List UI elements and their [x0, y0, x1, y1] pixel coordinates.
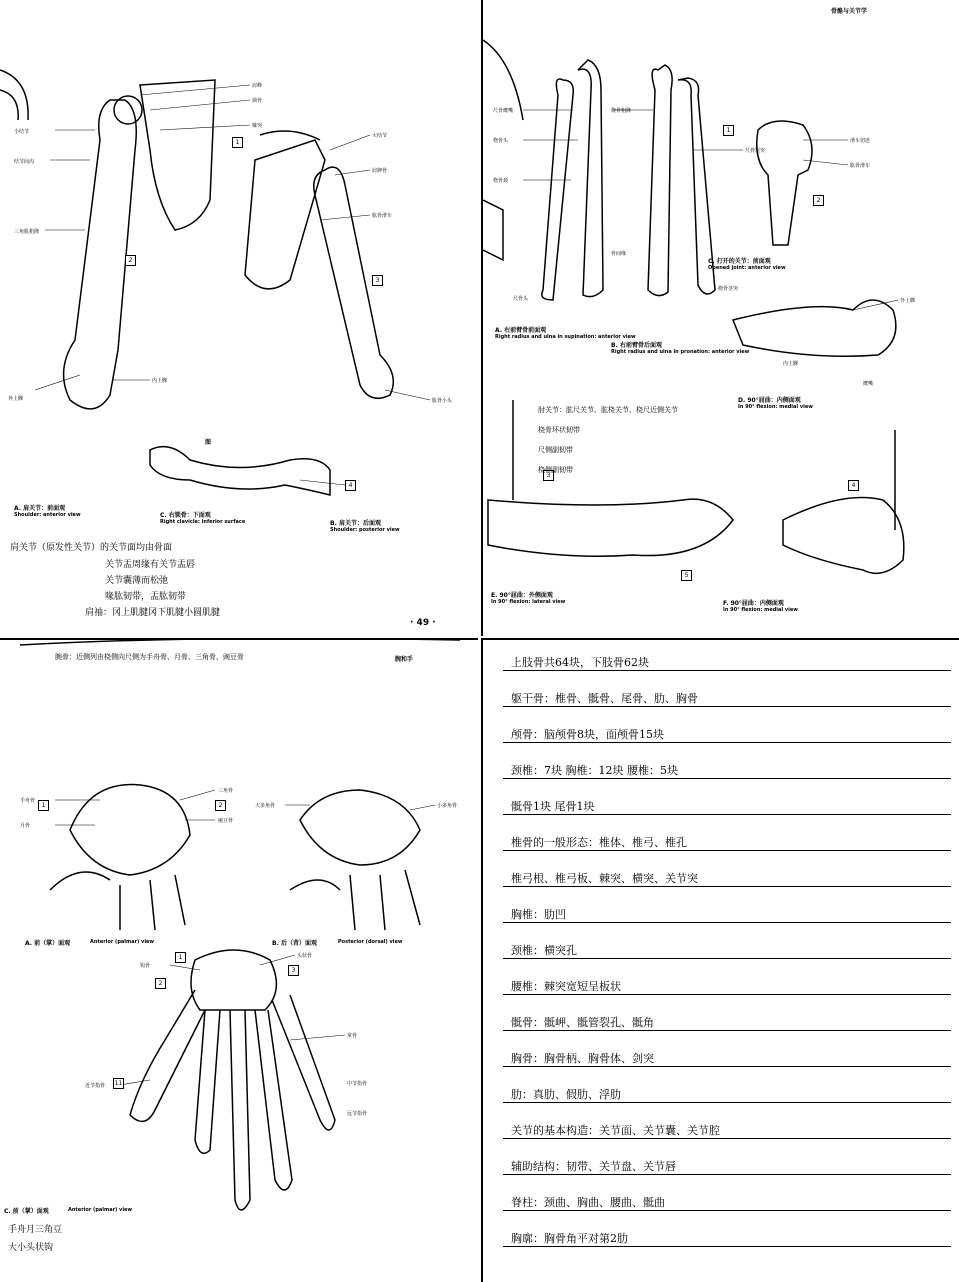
label-box: 2: [813, 195, 824, 206]
ruled-line: [503, 814, 951, 815]
caption-b: B. 后（背）面观: [272, 940, 317, 947]
ruled-line: [503, 778, 951, 779]
label-clavicle: 锁骨: [252, 98, 263, 104]
caption-c: C. 前（掌）面观: [4, 1208, 49, 1215]
label-box: 4: [345, 480, 356, 491]
ruled-line: [503, 958, 951, 959]
label-greater-tubercle: 大结节: [372, 133, 388, 139]
label-ulnar-head: 尺骨头: [513, 296, 529, 302]
handwritten-note: 肩关节（原发性关节）的关节面均由骨面: [10, 543, 173, 553]
handwritten-note: 骶骨：骶岬、骶管裂孔、骶角: [511, 1016, 654, 1029]
clavicle-mark: 图: [205, 439, 212, 446]
label-interosseous: 骨间缘: [611, 251, 627, 257]
caption-a-en: Right radius and ulna in supination: anterior view: [495, 334, 636, 340]
label-box: 2: [155, 978, 166, 989]
label-deltoid-tuberosity: 三角肌粗隆: [14, 229, 40, 235]
caption-c-en: Opened joint: anterior view: [708, 265, 786, 271]
caption-b-en: Right radius and ulna in pronation: anterior view: [611, 349, 750, 355]
label-box: 3: [288, 965, 299, 976]
label-capitulum: 肱骨小头: [432, 398, 453, 404]
handwritten-note: 胸椎：肋凹: [511, 908, 566, 921]
page-header: 腕和手: [395, 656, 414, 663]
label-trochlea: 肱骨滑车: [850, 163, 871, 169]
label-middle-phalanx: 中节指骨: [347, 1081, 368, 1087]
label-lesser-tubercle: 小结节: [14, 129, 30, 135]
label-box: 1: [38, 800, 49, 811]
label-olecranon: 尺骨鹰嘴: [493, 108, 514, 114]
handwritten-note: 肩袖：冈上肌腱冈下肌腱小圆肌腱: [85, 608, 221, 618]
handwritten-note: 肋：真肋、假肋、浮肋: [511, 1088, 621, 1101]
label-radial-neck: 桡骨颈: [493, 178, 509, 184]
ruled-line: [503, 850, 951, 851]
caption-b: B. 右前臂骨后面观: [611, 342, 662, 349]
label-lateral-epicondyle: 外上髁: [900, 298, 916, 304]
handwritten-note: 颈椎：横突孔: [511, 944, 577, 957]
handwritten-note: 颈椎：7块 胸椎：12块 腰椎：5块: [511, 764, 678, 777]
handwritten-note: 胸廓：胸骨角平对第2肋: [511, 1232, 628, 1245]
label-box: 1: [175, 952, 186, 963]
ruled-line: [503, 1030, 951, 1031]
label-coracoid: 喙突: [252, 123, 263, 129]
label-radial-tuberosity: 桡骨粗隆: [611, 108, 632, 114]
ruled-line: [503, 1246, 951, 1247]
label-lunate: 月骨: [20, 823, 31, 829]
hand-illustration: [0, 640, 478, 1282]
label-distal-phalanx: 远节指骨: [347, 1111, 368, 1117]
caption-a: A. 右前臂骨前面观: [495, 327, 547, 334]
label-lateral-epicondyle: 外上髁: [8, 396, 24, 402]
caption-c: C. 右锁骨：下面观: [160, 512, 211, 519]
label-pisiform: 豌豆骨: [218, 818, 234, 824]
ruled-line: [503, 886, 951, 887]
ruled-line: [503, 670, 951, 671]
handwritten-note: 关节盂周缘有关节盂唇: [105, 560, 196, 570]
label-box: 11: [114, 1080, 123, 1087]
caption-a-en: Anterior (palmar) view: [90, 939, 155, 945]
label-olecranon-d: 鹰嘴: [863, 381, 874, 387]
handwritten-note: 胸骨：胸骨柄、胸骨体、剑突: [511, 1052, 654, 1065]
label-medial-epicondyle: 内上髁: [152, 378, 168, 384]
label-hamate: 钩骨: [140, 963, 151, 969]
ruled-line: [503, 742, 951, 743]
label-box: 1: [723, 125, 734, 136]
handwritten-note: 桡骨环状韧带: [538, 426, 580, 434]
shoulder-page: [0, 0, 478, 636]
handwritten-note: 上肢骨共64块，下肢骨62块: [511, 656, 649, 669]
caption-a: A. 前（掌）面观: [25, 940, 71, 947]
label-box: 4: [848, 480, 859, 491]
top-note: 腕骨：近侧列由桡侧向尺侧为手舟骨、月骨、三角骨、豌豆骨: [55, 653, 244, 661]
wrist-hand-page: [0, 638, 478, 1282]
label-box: 3: [543, 470, 554, 481]
handwritten-note: 手舟月三角豆: [8, 1225, 63, 1235]
handwritten-note: 桡侧副韧带: [538, 466, 573, 474]
caption-d-en: In 90° flexion: medial view: [738, 404, 813, 410]
ruled-line: [503, 1210, 951, 1211]
caption-c: C. 打开的关节：前面观: [708, 258, 771, 265]
caption-c-en: Right clavicle: inferior surface: [160, 519, 246, 525]
label-radial-head: 桡骨头: [493, 138, 509, 144]
handwritten-note: 腰椎：棘突宽短呈板状: [511, 980, 621, 993]
caption-b-en: Shoulder: posterior view: [330, 527, 400, 533]
caption-b: B. 肩关节：后面观: [330, 520, 381, 527]
handwritten-note: 辅助结构：韧带、关节盘、关节唇: [511, 1160, 676, 1173]
handwritten-note: 颅骨：脑颅骨8块，面颅骨15块: [511, 728, 664, 741]
ruled-line: [503, 1066, 951, 1067]
label-box: 3: [372, 275, 383, 286]
label-proximal-phalanx: 近节指骨: [85, 1083, 106, 1089]
label-trochlear-notch: 滑车切迹: [850, 138, 871, 144]
ruled-line: [503, 1102, 951, 1103]
label-intertubercular-groove: 结节间沟: [14, 159, 35, 165]
handwritten-note: 关节的基本构造：关节面、关节囊、关节腔: [511, 1124, 720, 1137]
label-styloid: 桡骨茎突: [718, 286, 739, 292]
handwritten-note: 喙肱韧带，盂肱韧带: [105, 592, 187, 602]
ruled-line: [503, 706, 951, 707]
label-triquetrum: 三角骨: [218, 788, 234, 794]
handwritten-note: 躯干骨：椎骨、骶骨、尾骨、肋、胸骨: [511, 692, 698, 705]
label-trochlea: 肱骨滑车: [372, 213, 393, 219]
page-number: · 49 ·: [410, 618, 436, 628]
ruled-line: [503, 994, 951, 995]
caption-f: F. 90°屈曲：内侧面观: [723, 600, 784, 607]
handwritten-note: 骶骨1块 尾骨1块: [511, 800, 595, 813]
label-scapula: 肩胛骨: [372, 168, 388, 174]
caption-c-en: Anterior (palmar) view: [68, 1207, 133, 1213]
label-trapezium: 大多角骨: [255, 803, 276, 809]
caption-e: E. 90°屈曲：外侧面观: [491, 592, 553, 599]
label-scaphoid: 手舟骨: [20, 798, 36, 804]
lined-notebook-page: [481, 638, 959, 1282]
caption-a: A. 肩关节：前面观: [14, 505, 66, 512]
ruled-line: [503, 922, 951, 923]
elbow-illustration: [483, 0, 959, 636]
label-medial-epicondyle: 内上髁: [783, 361, 799, 367]
handwritten-note: 大小头状钩: [8, 1243, 54, 1253]
caption-b-en: Posterior (dorsal) view: [338, 939, 403, 945]
handwritten-note: 脊柱：颈曲、胸曲、腰曲、骶曲: [511, 1196, 665, 1209]
caption-d: D. 90°屈曲：内侧面观: [738, 397, 801, 404]
handwritten-note: 关节囊薄而松弛: [105, 576, 169, 586]
handwritten-note: 椎骨的一般形态：椎体、椎弓、椎孔: [511, 836, 687, 849]
label-box: 1: [232, 137, 243, 148]
label-coronoid: 尺骨冠突: [745, 148, 766, 154]
caption-a-en: Shoulder: anterior view: [14, 512, 81, 518]
caption-e-en: In 90° flexion: lateral view: [491, 599, 566, 605]
caption-f-en: In 90° flexion: medial view: [723, 607, 798, 613]
label-acromion: 肩峰: [252, 83, 263, 89]
label-box: 2: [125, 255, 136, 266]
label-metacarpal: 掌骨: [347, 1033, 358, 1039]
label-trapezoid: 小多角骨: [437, 803, 458, 809]
elbow-page: [481, 0, 959, 636]
ruled-line: [503, 1174, 951, 1175]
handwritten-note: 椎弓根、椎弓板、棘突、横突、关节突: [511, 872, 698, 885]
handwritten-note: 肘关节：肱尺关节、肱桡关节、桡尺近侧关节: [538, 406, 678, 414]
label-capitate: 头状骨: [297, 953, 313, 959]
handwritten-note: 尺侧副韧带: [538, 446, 573, 454]
page-header: 骨骼与关节学: [831, 8, 868, 15]
label-box: 2: [215, 800, 226, 811]
label-box: 5: [681, 570, 692, 581]
ruled-line: [503, 1138, 951, 1139]
